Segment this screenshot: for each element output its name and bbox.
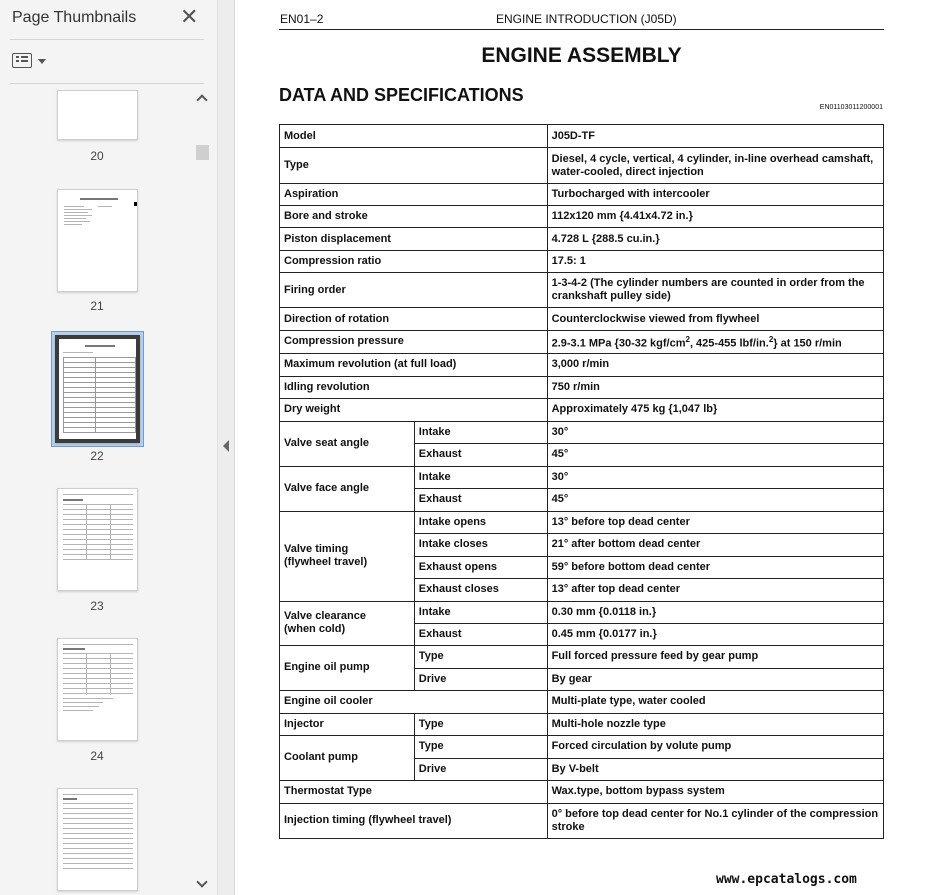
spec-label: Injector — [280, 713, 415, 735]
spec-value: 45° — [547, 443, 883, 466]
spec-value: 3,000 r/min — [547, 353, 883, 376]
spec-sublabel: Intake — [414, 601, 547, 623]
table-row — [280, 353, 884, 376]
table-row — [280, 601, 884, 623]
panel-header — [0, 0, 218, 38]
spec-value: 0° before top dead center for No.1 cylinder of the compression stroke — [547, 803, 883, 838]
spec-value: 0.45 mm {0.0177 in.} — [547, 623, 883, 645]
spec-sublabel: Type — [414, 735, 547, 758]
table-row — [280, 148, 884, 184]
spec-sublabel: Intake closes — [414, 533, 547, 556]
table-row — [280, 308, 884, 331]
label-line: Valve clearance — [284, 610, 366, 623]
spec-label: Injection timing (flywheel travel) — [280, 803, 548, 838]
spec-label: Maximum revolution (at full load) — [280, 353, 548, 376]
spec-value: 0.30 mm {0.0118 in.} — [547, 601, 883, 623]
table-row — [280, 251, 884, 273]
spec-value: Full forced pressure feed by gear pump — [547, 645, 883, 668]
page-thumbnail-21[interactable] — [57, 189, 138, 292]
spec-label: Model — [280, 125, 548, 148]
spec-label: Bore and stroke — [280, 206, 548, 228]
table-row — [280, 398, 884, 421]
page-thumbnail-25[interactable] — [57, 788, 138, 891]
label-line: (flywheel travel) — [284, 556, 368, 569]
spec-label: Thermostat Type — [280, 780, 548, 803]
page-number-label: 21 — [90, 299, 104, 313]
spec-label: Engine oil cooler — [280, 690, 548, 713]
spec-sublabel: Exhaust — [414, 443, 547, 466]
page-thumbnails-panel — [0, 0, 218, 895]
table-row — [280, 273, 884, 308]
table-row — [280, 735, 884, 758]
scroll-down-icon[interactable] — [197, 878, 207, 888]
spec-value: Forced circulation by volute pump — [547, 735, 883, 758]
table-row — [280, 228, 884, 251]
spec-value — [547, 331, 883, 354]
page-number-label: 22 — [90, 449, 104, 463]
spec-label: Idling revolution — [280, 376, 548, 398]
spec-value: Diesel, 4 cycle, vertical, 4 cylinder, in-line overhead camshaft, water-cooled, direct injection — [547, 148, 883, 184]
page-number-label: 23 — [90, 599, 104, 613]
scroll-up-icon[interactable] — [197, 93, 207, 103]
thumbnail-options-icon — [12, 53, 32, 68]
spec-value: Approximately 475 kg {1,047 lb} — [547, 398, 883, 421]
thumbnail-scrollbar[interactable] — [194, 90, 210, 895]
spec-sublabel: Type — [414, 713, 547, 735]
spec-value: 30° — [547, 421, 883, 443]
table-row — [280, 690, 884, 713]
spec-label: Valve face angle — [280, 466, 415, 511]
page-thumbnail-20[interactable] — [57, 90, 138, 140]
spec-value: 30° — [547, 466, 883, 488]
spec-sublabel: Exhaust — [414, 623, 547, 645]
section-title: DATA AND SPECIFICATIONS — [279, 85, 524, 105]
panel-splitter[interactable] — [218, 0, 235, 895]
spec-value: 1-3-4-2 (The cylinder numbers are counted in order from the crankshaft pulley side) — [547, 273, 883, 308]
spec-sublabel: Drive — [414, 758, 547, 780]
spec-label: Engine oil pump — [280, 645, 415, 690]
value-part: , 425-455 lbf/in. — [689, 337, 769, 350]
spec-label: Direction of rotation — [280, 308, 548, 331]
page-header-title: ENGINE INTRODUCTION (J05D) — [496, 12, 677, 26]
superscript: 2 — [685, 335, 690, 344]
page-thumbnail-23[interactable] — [57, 488, 138, 591]
watermark-text: www.epcatalogs.com — [716, 872, 857, 887]
spec-label: Compression ratio — [280, 251, 548, 273]
spec-label: Firing order — [280, 273, 548, 308]
spec-sublabel: Type — [414, 645, 547, 668]
specifications-table — [279, 124, 884, 839]
superscript: 2 — [768, 335, 774, 344]
page-thumbnail-22[interactable] — [55, 335, 140, 443]
spec-value: 750 r/min — [547, 376, 883, 398]
spec-value: J05D-TF — [547, 125, 883, 148]
spec-value: Wax.type, bottom bypass system — [547, 780, 883, 803]
spec-label: Aspiration — [280, 184, 548, 206]
spec-label: Coolant pump — [280, 735, 415, 780]
page-header-code: EN01–2 — [280, 12, 324, 26]
page-thumbnail-24[interactable] — [57, 638, 138, 741]
spec-value: 45° — [547, 488, 883, 511]
page-title: ENGINE ASSEMBLY — [481, 44, 682, 67]
spec-value: 17.5: 1 — [547, 251, 883, 273]
table-row — [280, 206, 884, 228]
spec-sublabel: Exhaust closes — [414, 578, 547, 601]
spec-label — [280, 511, 415, 601]
label-line: Valve timing — [284, 543, 349, 556]
spec-value: 112x120 mm {4.41x4.72 in.} — [547, 206, 883, 228]
table-row — [280, 376, 884, 398]
page-number-label: 24 — [90, 749, 104, 763]
spec-value: Multi-plate type, water cooled — [547, 690, 883, 713]
table-row — [280, 713, 884, 735]
collapse-panel-icon[interactable] — [223, 440, 229, 452]
close-icon[interactable]: ✕ — [180, 4, 199, 29]
label-line: (when cold) — [284, 623, 346, 636]
panel-title: Page Thumbnails — [12, 9, 137, 26]
divider — [10, 39, 204, 40]
spec-sublabel: Drive — [414, 668, 547, 690]
spec-value: 21° after bottom dead center — [547, 533, 883, 556]
spec-value: Counterclockwise viewed from flywheel — [547, 308, 883, 331]
spec-label: Piston displacement — [280, 228, 548, 251]
spec-value: Turbocharged with intercooler — [547, 184, 883, 206]
spec-value: 59° before bottom dead center — [547, 556, 883, 578]
page-number-label: 20 — [90, 149, 104, 163]
table-row — [280, 125, 884, 148]
table-row — [280, 466, 884, 488]
value-part: } at 150 r/min — [773, 337, 842, 350]
spec-sublabel: Intake opens — [414, 511, 547, 533]
table-row — [280, 803, 884, 838]
spec-value: Multi-hole nozzle type — [547, 713, 883, 735]
spec-label — [280, 601, 415, 645]
table-row — [280, 511, 884, 533]
table-row — [280, 421, 884, 443]
spec-label: Dry weight — [280, 398, 548, 421]
spec-sublabel: Intake — [414, 466, 547, 488]
spec-label: Valve seat angle — [280, 421, 415, 466]
spec-sublabel: Intake — [414, 421, 547, 443]
document-page — [236, 0, 928, 895]
scrollbar-thumb[interactable] — [196, 145, 209, 160]
spec-sublabel: Exhaust opens — [414, 556, 547, 578]
table-row — [280, 331, 884, 354]
value-part: 2.9-3.1 MPa {30-32 kgf/cm — [551, 337, 686, 350]
divider — [10, 83, 204, 84]
spec-sublabel: Exhaust — [414, 488, 547, 511]
thumbnail-list — [0, 85, 194, 895]
section-code: EN01103011200001 — [819, 104, 883, 111]
chevron-down-icon — [38, 59, 46, 64]
spec-label: Compression pressure — [280, 331, 548, 354]
spec-value: 13° before top dead center — [547, 511, 883, 533]
spec-value: By gear — [547, 668, 883, 690]
thumbnail-options-button[interactable] — [10, 50, 50, 72]
spec-value: 13° after top dead center — [547, 578, 883, 601]
table-row — [280, 645, 884, 668]
spec-value: 4.728 L {288.5 cu.in.} — [547, 228, 883, 251]
table-row — [280, 780, 884, 803]
table-row — [280, 184, 884, 206]
header-rule — [279, 29, 884, 30]
spec-label: Type — [280, 148, 548, 184]
spec-value: By V-belt — [547, 758, 883, 780]
